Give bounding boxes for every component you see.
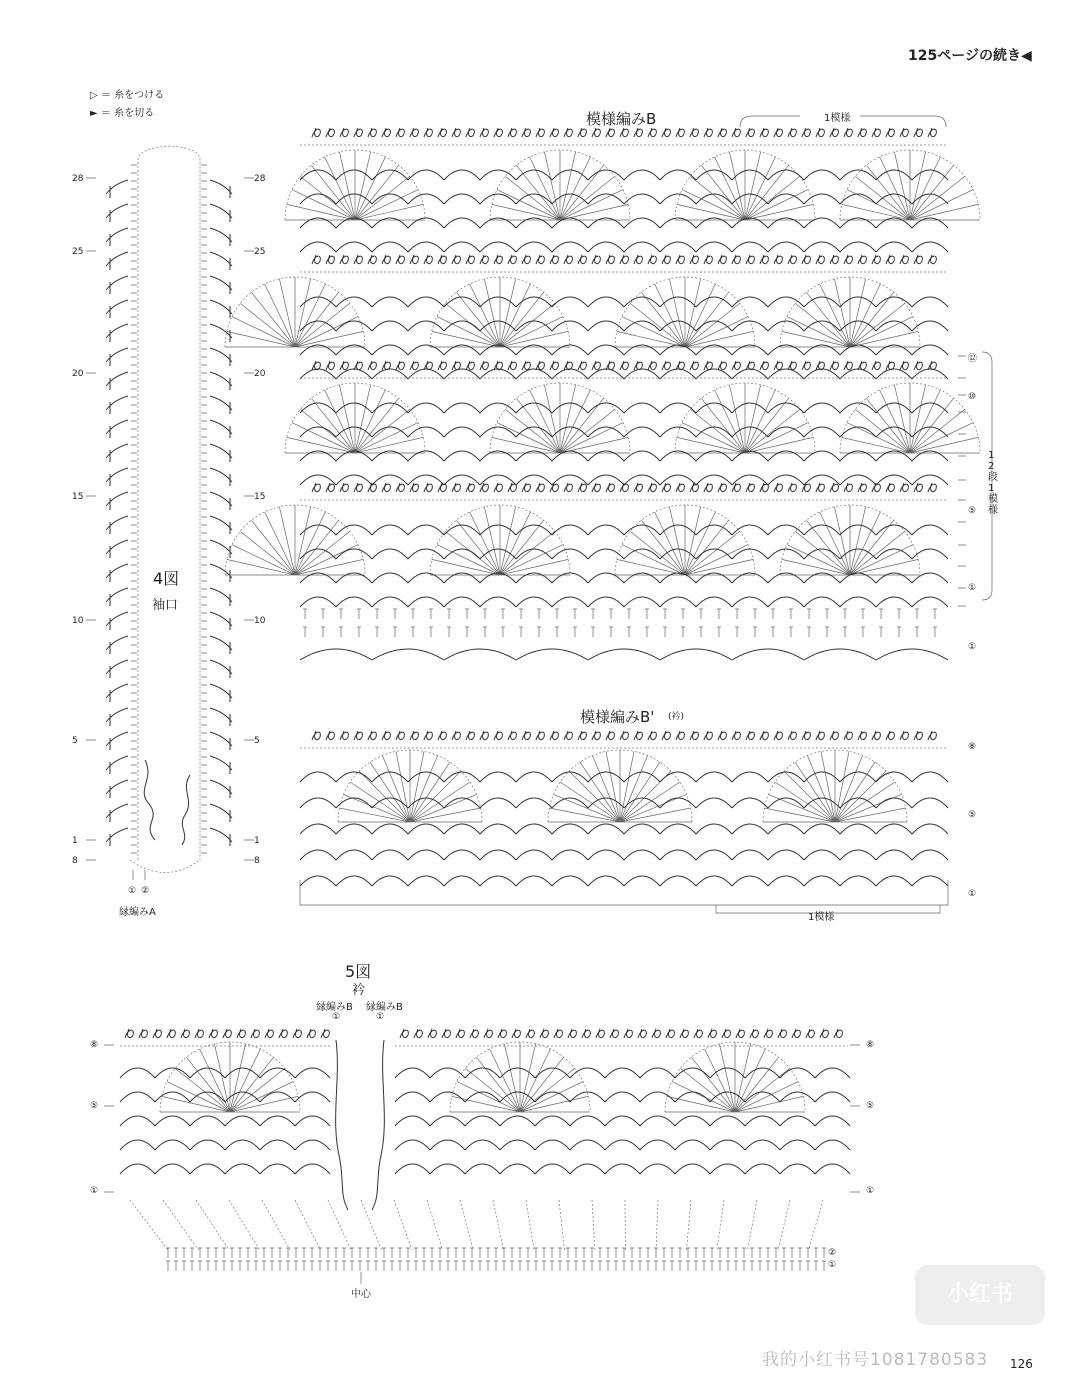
fig4-row-10-left: 10 bbox=[72, 616, 84, 626]
patternB-arch-row bbox=[300, 321, 948, 331]
continued-note: 125ページの続き◀ bbox=[908, 48, 1032, 64]
fig5-subtitle: 衿 bbox=[352, 983, 366, 998]
patternB-row-arrows bbox=[958, 356, 966, 606]
fig4-bottom-label: 縁編みA bbox=[119, 907, 156, 918]
fig5-bottom-row-1-stitches bbox=[166, 1261, 826, 1271]
fig4-row-28-right: 28 bbox=[254, 174, 266, 184]
patternB2-repeat-label: 1模様 bbox=[808, 912, 835, 923]
patternB-title: 模様編みB bbox=[586, 110, 657, 128]
patternB-fan bbox=[675, 150, 815, 220]
fig5-right-arch-row bbox=[395, 1116, 850, 1126]
fig5-right-arch-row bbox=[395, 1140, 850, 1150]
patternB-side-note: 12段1模様 bbox=[988, 450, 998, 516]
patternB-row-1: ① bbox=[968, 583, 977, 593]
patternB-fan bbox=[615, 277, 755, 347]
patternB-fan bbox=[675, 383, 815, 453]
patternB2-arch-row bbox=[300, 824, 948, 834]
patternB-picot-row bbox=[312, 361, 936, 370]
watermark-text: 我的小红书号1081780583 bbox=[762, 1350, 989, 1370]
patternB2-arch-row bbox=[300, 850, 948, 860]
fig5-right-fan bbox=[665, 1042, 805, 1112]
patternB-row-10: ⑩ bbox=[968, 392, 977, 402]
fig4-row-25-right: 25 bbox=[254, 247, 266, 257]
patternB-fan bbox=[285, 150, 425, 220]
patternB2-fan bbox=[338, 750, 482, 822]
patternB-fan bbox=[225, 277, 365, 347]
patternB-picot-row bbox=[312, 128, 936, 137]
patternB-edge-row-1: ① bbox=[968, 642, 977, 652]
fig4-bottom-arrows bbox=[133, 870, 145, 880]
patternB-repeat-label: 1模様 bbox=[824, 113, 851, 124]
attach-yarn-icon: ▷ bbox=[90, 90, 98, 101]
patternB-fan bbox=[615, 505, 755, 575]
fig4-row-15-left: 15 bbox=[72, 492, 84, 502]
patternB-fan bbox=[840, 383, 980, 453]
fig5-bottom-row-2: ② bbox=[828, 1248, 837, 1258]
patternB-fan bbox=[490, 150, 630, 220]
patternB-edge-stitches bbox=[303, 609, 937, 619]
fig4-row-5-right: 5 bbox=[254, 736, 260, 746]
fig5-top-num-right: ① bbox=[376, 1012, 385, 1022]
fig4-bottom-num-2: ② bbox=[141, 886, 150, 896]
fig5-bottom-row-2-stitches bbox=[166, 1248, 826, 1258]
patternB-edge-stitches-2 bbox=[303, 627, 937, 637]
patternB-arch-row bbox=[300, 297, 948, 307]
fig4-row-25-left: 25 bbox=[72, 247, 84, 257]
fig4-bottom-curve bbox=[130, 860, 200, 873]
patternB2-row-5: ⑤ bbox=[968, 810, 977, 820]
fig4-subtitle: 袖口 bbox=[152, 598, 179, 613]
fig5-bottom-row-1: ① bbox=[828, 1260, 837, 1270]
fig5-row-1-left: ① bbox=[90, 1186, 99, 1196]
fig4-outline bbox=[138, 146, 200, 860]
patternB2-row-1: ① bbox=[968, 889, 977, 899]
patternB-arch-row bbox=[300, 170, 948, 180]
fig4-diagram bbox=[86, 146, 254, 880]
patternB2-diagram bbox=[300, 731, 948, 913]
patternB2-frame bbox=[300, 880, 948, 905]
fig5-row-5-right: ⑤ bbox=[866, 1101, 875, 1111]
patternB2-title: 模様編みB' bbox=[580, 708, 655, 726]
fig4-row-8-left: 8 bbox=[72, 856, 78, 866]
patternB-arch-row bbox=[300, 242, 948, 252]
fig5-top-num-left: ① bbox=[332, 1012, 341, 1022]
fig4-row-28-left: 28 bbox=[72, 174, 84, 184]
patternB-arch-row bbox=[300, 427, 948, 437]
patternB-arch-row bbox=[300, 218, 948, 228]
fig5-right-arch-row bbox=[395, 1092, 850, 1102]
legend-cut-text: ＝ 糸を切る bbox=[100, 108, 155, 119]
page-number: 126 bbox=[1010, 1357, 1033, 1371]
patternB-fan bbox=[780, 505, 920, 575]
fig5-right-picots bbox=[400, 1029, 842, 1038]
patternB-fan bbox=[285, 383, 425, 453]
patternB-arch-row bbox=[300, 345, 948, 355]
patternB-fan bbox=[840, 150, 980, 220]
patternB-row-5: ⑤ bbox=[968, 506, 977, 516]
fig4-edge-stitches bbox=[131, 165, 207, 853]
fig5-row-arrows bbox=[104, 1045, 860, 1192]
patternB2-picot-row bbox=[312, 731, 936, 740]
fig4-row-20-left: 20 bbox=[72, 369, 84, 379]
patternB2-fan bbox=[763, 750, 907, 822]
patternB-arch-row bbox=[300, 451, 948, 461]
patternB-arch-row bbox=[300, 597, 948, 607]
watermark-logo: 小红书 bbox=[915, 1265, 1045, 1325]
patternB-fan bbox=[490, 383, 630, 453]
fig5-label-left: 縁編みB bbox=[316, 1002, 353, 1013]
fig5-diagram bbox=[104, 1029, 860, 1284]
fig5-center-label: 中心 bbox=[351, 1289, 371, 1300]
fig4-bottom-picots bbox=[144, 760, 190, 845]
fig5-left-arch-row bbox=[120, 1140, 330, 1150]
patternB2-arch-row bbox=[300, 772, 948, 782]
fig5-row-8-right: ⑧ bbox=[866, 1040, 875, 1050]
fig4-row-15-right: 15 bbox=[254, 492, 266, 502]
patternB2-arch-row bbox=[300, 876, 948, 886]
patternB-fan bbox=[430, 505, 570, 575]
fig4-row-20-right: 20 bbox=[254, 369, 266, 379]
patternB-fan bbox=[430, 277, 570, 347]
patternB-arch-row bbox=[300, 549, 948, 559]
patternB-fan bbox=[780, 277, 920, 347]
fig4-row-1-left: 1 bbox=[72, 836, 78, 846]
fig4-row-8-right: 8 bbox=[254, 856, 260, 866]
fig5-left-picots bbox=[125, 1029, 329, 1038]
patternB-picot-row bbox=[312, 255, 936, 264]
fig5-left-arch-row bbox=[120, 1068, 330, 1078]
fig5-label-right: 縁編みB bbox=[366, 1002, 403, 1013]
legend-attach-text: ＝ 糸をつける bbox=[100, 90, 165, 101]
fig5-row-1-right: ① bbox=[866, 1186, 875, 1196]
patternB-arch-row bbox=[300, 573, 948, 583]
patternB-arch-row bbox=[300, 403, 948, 413]
patternB-edge-arches bbox=[300, 649, 948, 660]
patternB2-fan bbox=[548, 750, 692, 822]
fig4-side-clusters bbox=[106, 180, 232, 846]
patternB-arch-row bbox=[300, 194, 948, 204]
patternB-fan bbox=[225, 505, 365, 575]
fig5-right-arch-row bbox=[395, 1164, 850, 1174]
fig4-title: 4図 bbox=[153, 569, 180, 588]
fig5-left-fan bbox=[160, 1042, 300, 1112]
fig5-title: 5図 bbox=[345, 962, 372, 981]
fig5-center-edging bbox=[336, 1040, 385, 1210]
fig5-dotted-links bbox=[130, 1200, 823, 1250]
fig4-row-10-right: 10 bbox=[254, 616, 266, 626]
fig4-row-1-right: 1 bbox=[254, 836, 260, 846]
fig5-left-arch-row bbox=[120, 1116, 330, 1126]
fig4-row-5-left: 5 bbox=[72, 736, 78, 746]
patternB-diagram bbox=[225, 116, 992, 660]
patternB-row-12: ⑫ bbox=[968, 354, 978, 364]
fig5-left-arch-row bbox=[120, 1164, 330, 1174]
patternB-arch-row bbox=[300, 525, 948, 535]
fig5-right-arch-row bbox=[395, 1068, 850, 1078]
fig5-row-8-left: ⑧ bbox=[90, 1040, 99, 1050]
patternB2-title-note: (衿) bbox=[668, 712, 685, 722]
patternB2-row-8: ⑧ bbox=[968, 742, 977, 752]
patternB-picot-row bbox=[312, 483, 936, 492]
fig4-row-arrows bbox=[86, 178, 254, 860]
fig4-bottom-num-1: ① bbox=[128, 886, 137, 896]
fig5-row-5-left: ⑤ bbox=[90, 1101, 99, 1111]
patternB-arch-row bbox=[300, 369, 948, 379]
cut-yarn-icon: ► bbox=[90, 108, 98, 119]
